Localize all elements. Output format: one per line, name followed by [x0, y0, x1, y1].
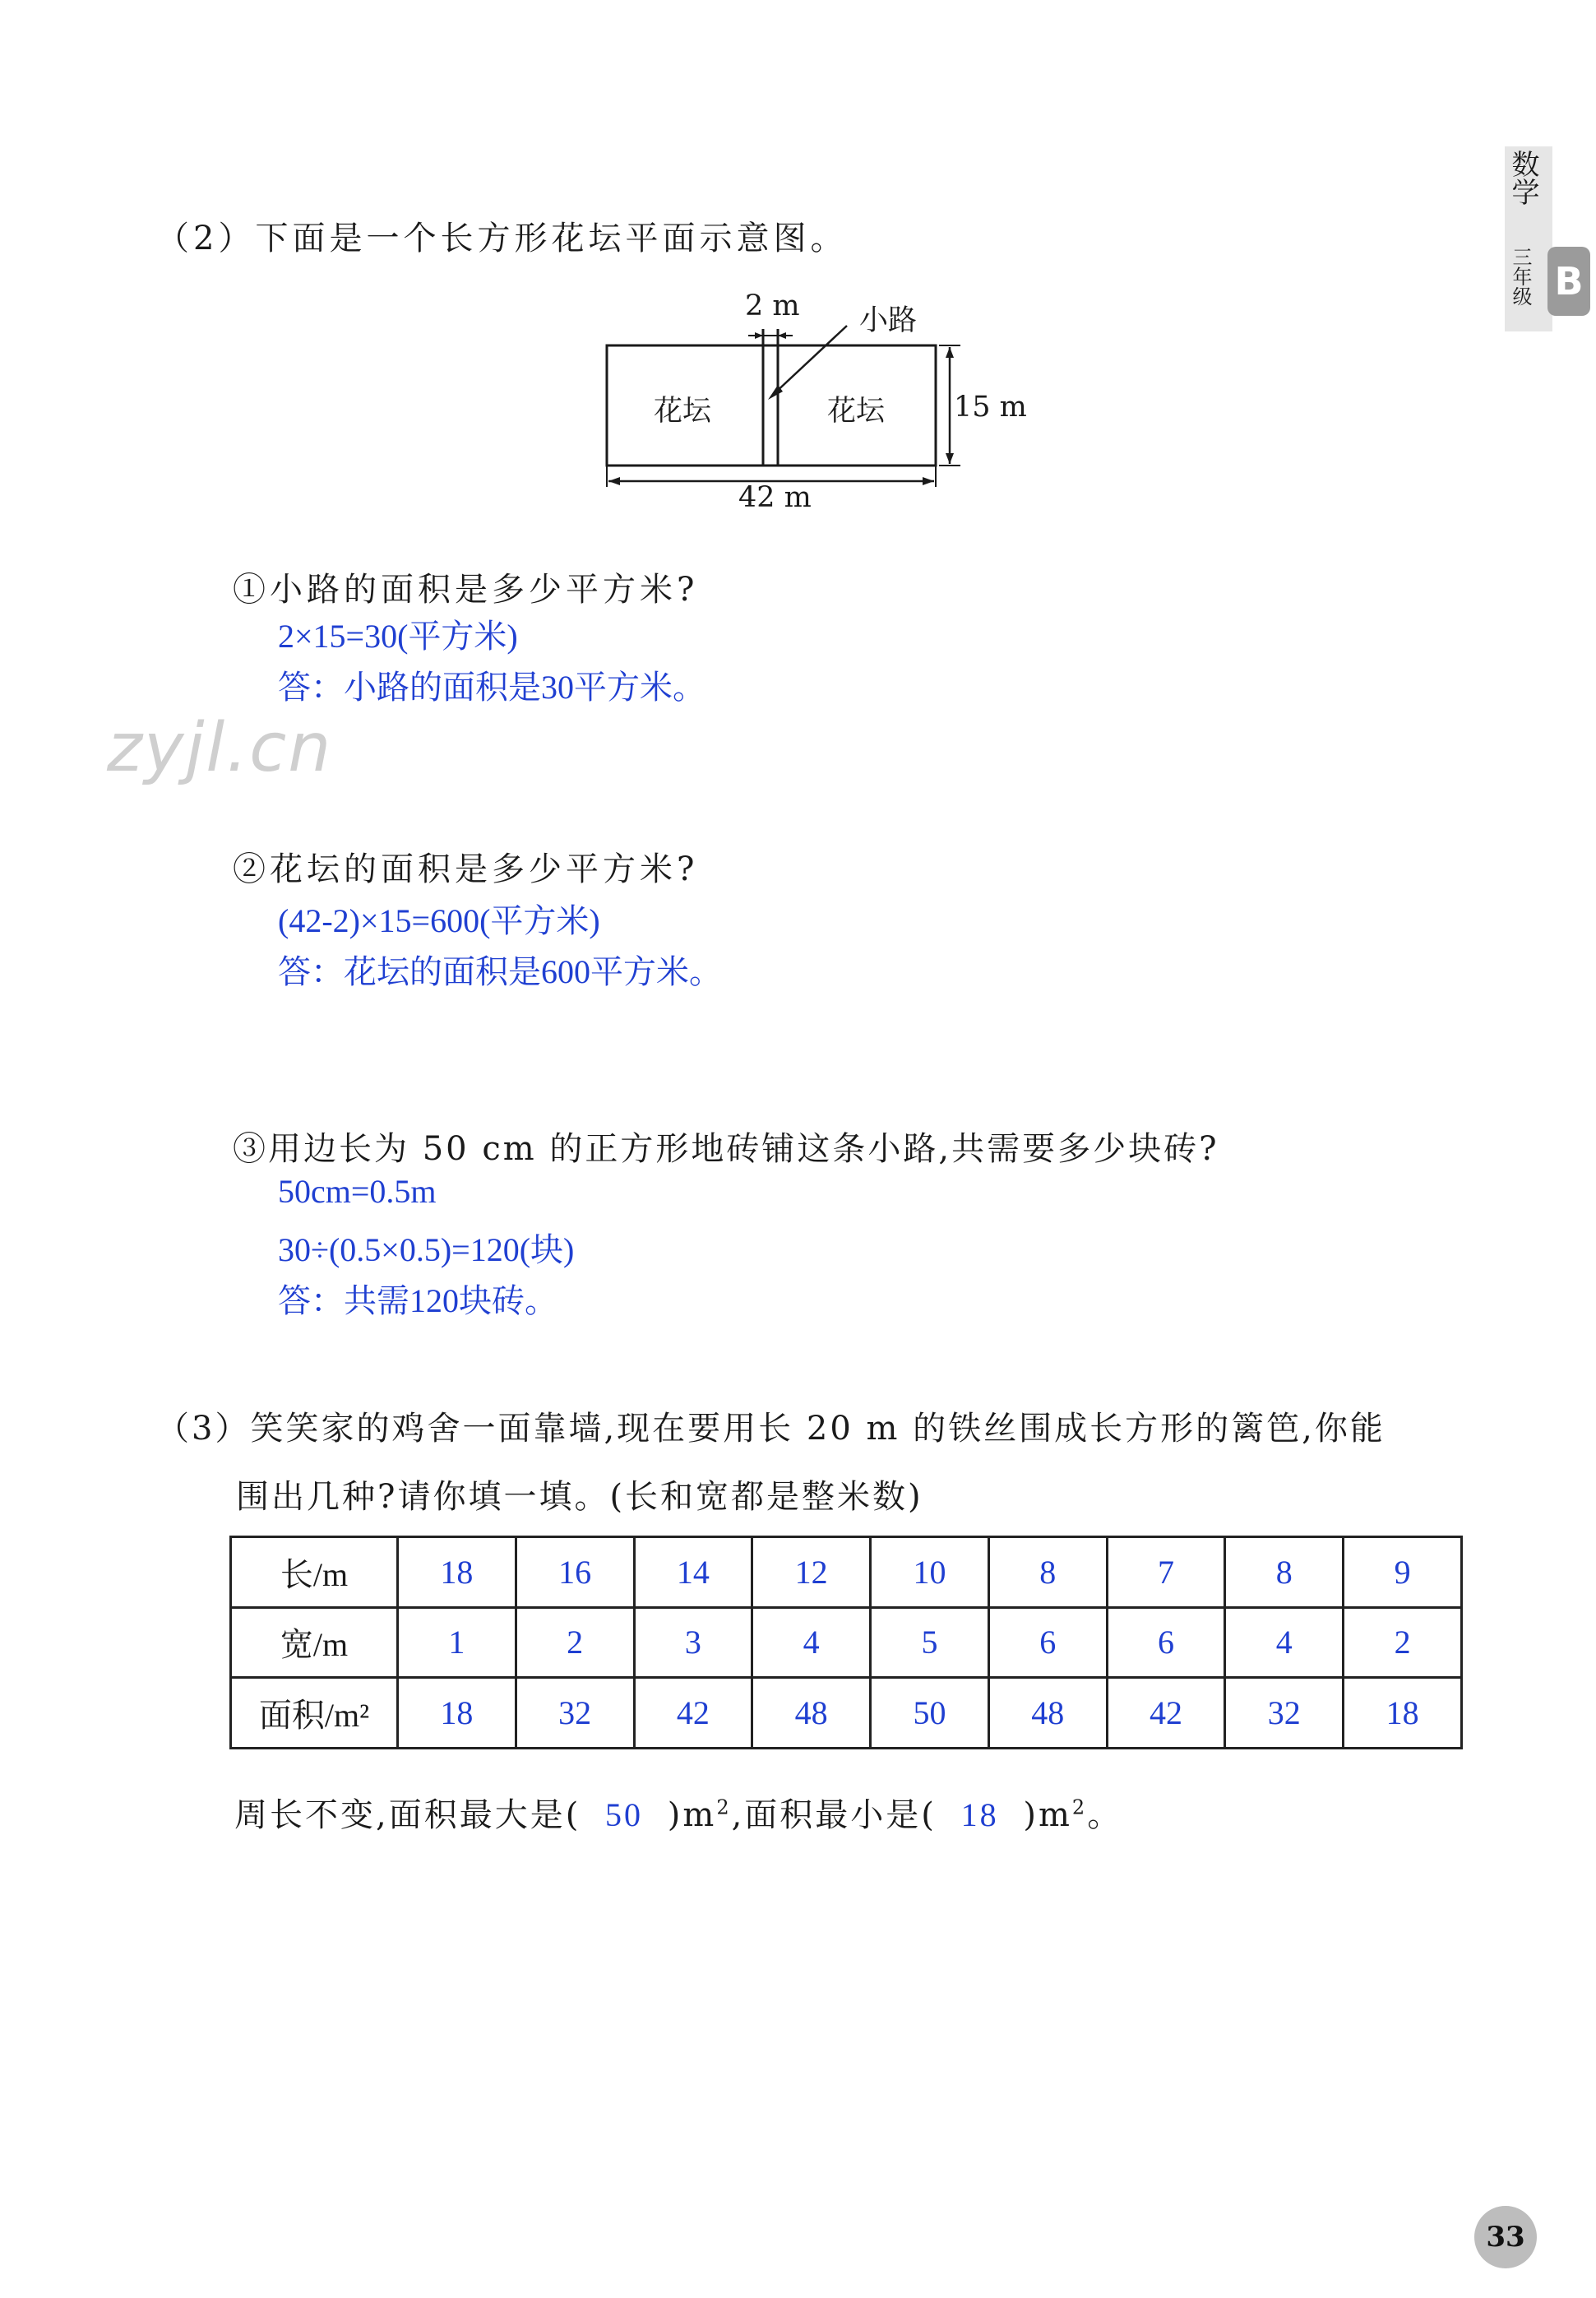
sub2-answer: 答：花坛的面积是600平方米。 [278, 953, 722, 990]
grade-label: 三年级 [1509, 247, 1532, 306]
conclusion-line [234, 1789, 1122, 1836]
row-header: 长/m [231, 1537, 398, 1608]
fence-table [229, 1536, 1463, 1749]
table-cell: 18 [1344, 1678, 1462, 1749]
conclusion-part3: ,面积最小是( [731, 1796, 937, 1834]
table-cell: 48 [752, 1678, 871, 1749]
edition-letter: B [1554, 259, 1584, 303]
table-cell: 42 [634, 1678, 752, 1749]
sub2-question: ②花坛的面积是多少平方米? [233, 850, 699, 888]
conclusion-end: 。 [1087, 1796, 1123, 1834]
min-area-answer: 18 [960, 1796, 999, 1833]
edition-badge [1547, 247, 1590, 316]
table-cell: 3 [634, 1607, 752, 1678]
watermark: zyjl.cn [107, 709, 333, 787]
table-cell: 2 [516, 1607, 634, 1678]
table-cell: 18 [398, 1537, 516, 1608]
sub1-question: ①小路的面积是多少平方米? [233, 571, 699, 609]
total-length-label: 42 m [738, 481, 812, 514]
q3-line1: （3）笑笑家的鸡舍一面靠墙,现在要用长 20 m 的铁丝围成长方形的篱笆,你能 [156, 1410, 1386, 1448]
q2-heading: （2）下面是一个长方形花坛平面示意图。 [156, 220, 848, 257]
left-bed-label: 花坛 [654, 395, 712, 428]
height-label: 15 m [954, 391, 1027, 424]
table-row-area [231, 1678, 1462, 1749]
row-header: 面积/m² [231, 1678, 398, 1749]
table-cell: 4 [752, 1607, 871, 1678]
table-cell: 1 [398, 1607, 516, 1678]
table-cell: 8 [988, 1537, 1107, 1608]
max-area-answer: 50 [605, 1796, 644, 1833]
table-cell: 9 [1344, 1537, 1462, 1608]
table-row-width [231, 1607, 1462, 1678]
unit-superscript: 2 [716, 1795, 732, 1819]
table-cell: 6 [1107, 1607, 1225, 1678]
conclusion-part1: 周长不变,面积最大是( [234, 1796, 581, 1834]
table-cell: 5 [871, 1607, 989, 1678]
sub3-calc2: 30÷(0.5×0.5)=120(块) [278, 1231, 575, 1268]
sub3-answer: 答：共需120块砖。 [278, 1282, 557, 1319]
table-cell: 8 [1225, 1537, 1344, 1608]
table-cell: 4 [1225, 1607, 1344, 1678]
sub1-calc: 2×15=30(平方米) [278, 618, 518, 655]
table-cell: 32 [516, 1678, 634, 1749]
table-cell: 32 [1225, 1678, 1344, 1749]
sub3-question: ③用边长为 50 cm 的正方形地砖铺这条小路,共需要多少块砖? [233, 1130, 1219, 1168]
right-bed-label: 花坛 [827, 395, 886, 428]
table-cell: 6 [988, 1607, 1107, 1678]
table-cell: 7 [1107, 1537, 1225, 1608]
table-cell: 16 [516, 1537, 634, 1608]
subject-label: 数学 [1506, 150, 1539, 206]
table-row-length [231, 1537, 1462, 1608]
conclusion-part2: )m [667, 1796, 717, 1834]
path-width-label: 2 m [745, 290, 800, 322]
table-cell: 12 [752, 1537, 871, 1608]
table-cell: 48 [988, 1678, 1107, 1749]
table-cell: 2 [1344, 1607, 1462, 1678]
table-cell: 42 [1107, 1678, 1225, 1749]
page-number: 33 [1474, 2206, 1537, 2268]
sub3-calc1: 50cm=0.5m [278, 1173, 437, 1210]
q3-line2: 围出几种?请你填一填。(长和宽都是整米数) [236, 1478, 923, 1516]
table-cell: 50 [871, 1678, 989, 1749]
table-cell: 14 [634, 1537, 752, 1608]
unit-superscript: 2 [1071, 1795, 1088, 1819]
sub2-calc: (42-2)×15=600(平方米) [278, 902, 600, 939]
path-label: 小路 [859, 304, 918, 337]
table-cell: 18 [398, 1678, 516, 1749]
table-cell: 10 [871, 1537, 989, 1608]
sub1-answer: 答：小路的面积是30平方米。 [278, 669, 705, 706]
row-header: 宽/m [231, 1607, 398, 1678]
conclusion-part4: )m [1023, 1796, 1072, 1834]
